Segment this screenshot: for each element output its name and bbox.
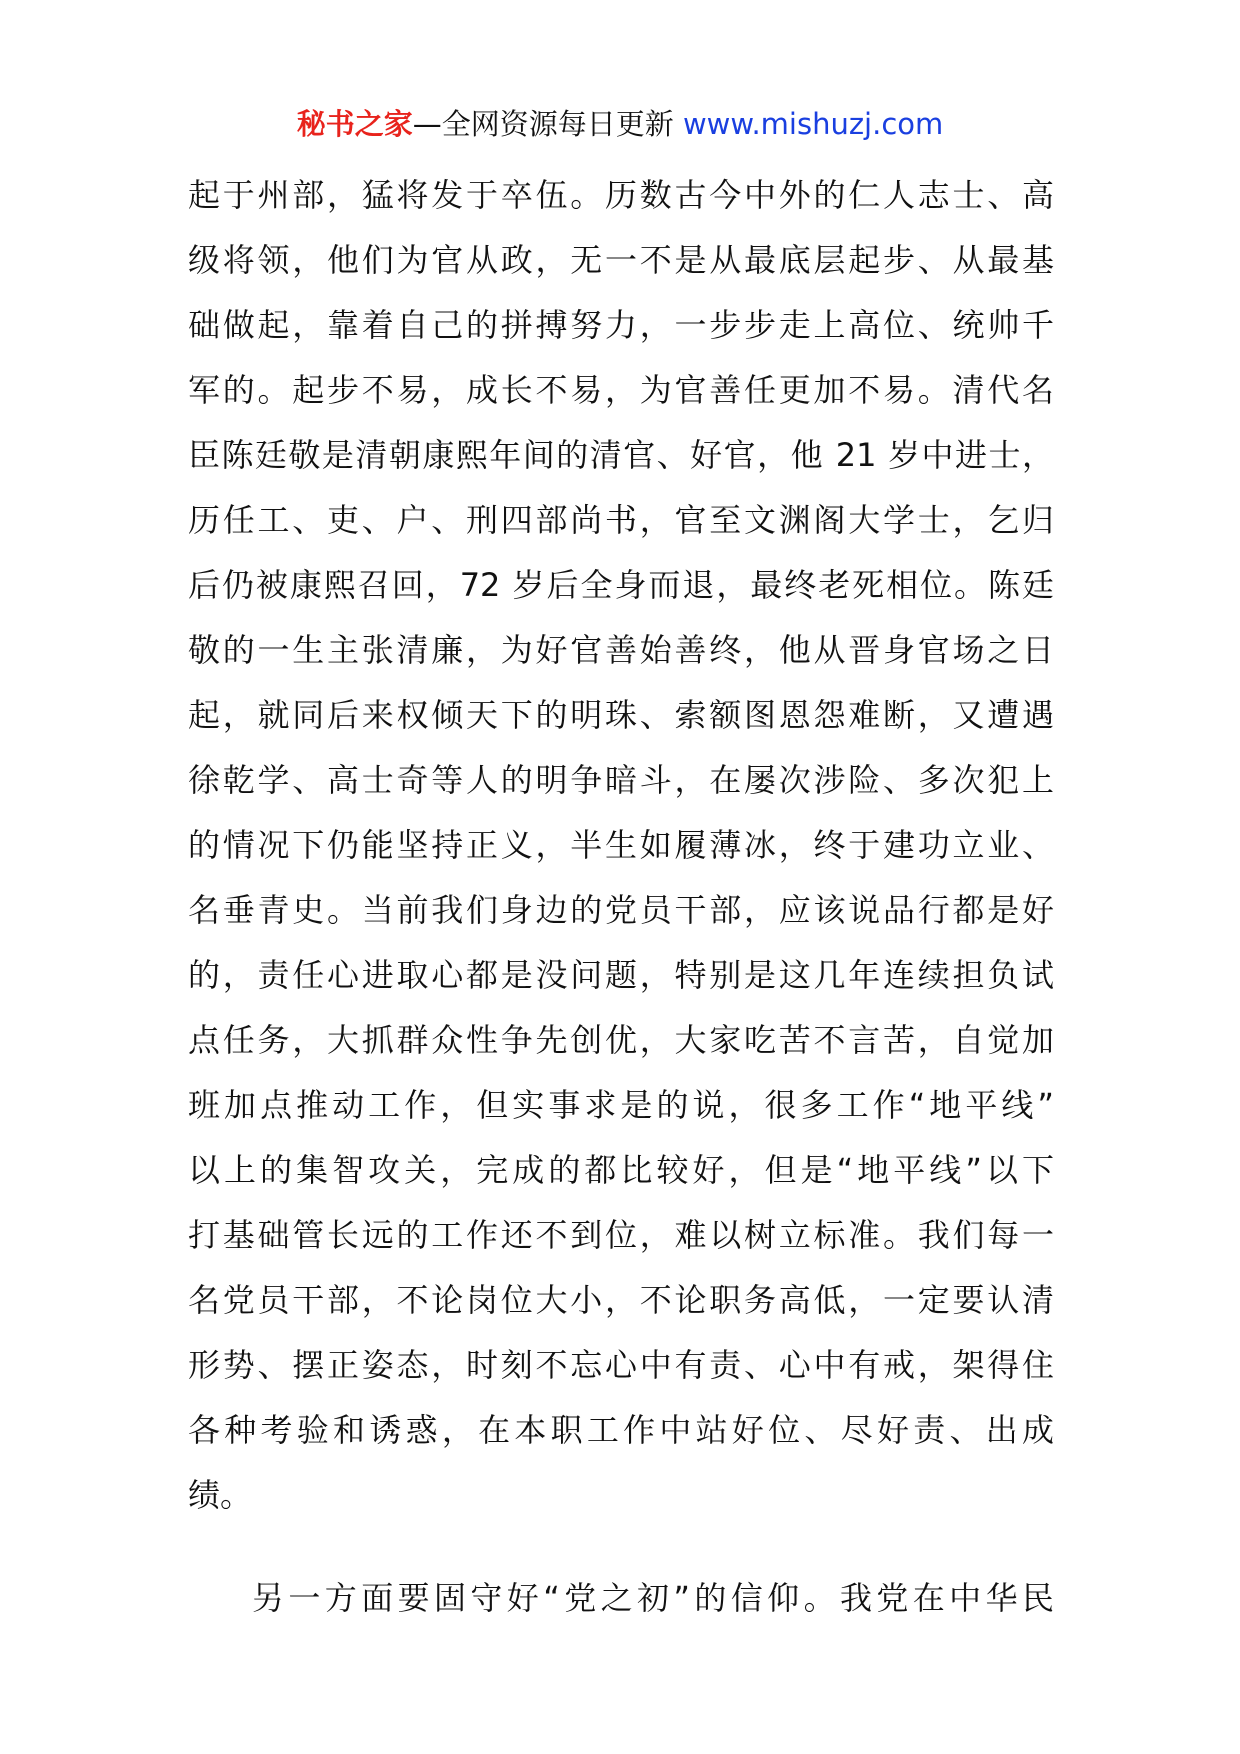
text-line: 历任工、吏、户、刑四部尚书，官至文渊阁大学士，乞归 (188, 501, 1054, 539)
text-line: 起于州部，猛将发于卒伍。历数古今中外的仁人志士、高 (188, 176, 1054, 214)
text-line: 后仍被康熙召回，72 岁后全身而退，最终老死相位。陈廷 (188, 566, 1054, 604)
document-body (188, 163, 1054, 1631)
header-slogan: —全网资源每日更新 (412, 107, 674, 141)
text-line-last: 绩。 (188, 1476, 253, 1514)
header-brand: 秘书之家 (296, 107, 413, 141)
text-line: 徐乾学、高士奇等人的明争暗斗，在屡次涉险、多次犯上 (188, 761, 1054, 799)
text-line: 级将领，他们为官从政，无一不是从最底层起步、从最基 (188, 241, 1054, 279)
text-line: 以上的集智攻关，完成的都比较好，但是“地平线”以下 (188, 1151, 1054, 1189)
text-line: 的情况下仍能坚持正义，半生如履薄冰，终于建功立业、 (188, 826, 1054, 864)
text-line: 的，责任心进取心都是没问题，特别是这几年连续担负试 (188, 956, 1054, 994)
text-line: 臣陈廷敬是清朝康熙年间的清官、好官，他 21 岁中进士， (188, 436, 1054, 474)
text-line: 名党员干部，不论岗位大小，不论职务高低，一定要认清 (188, 1281, 1054, 1319)
text-line: 点任务，大抓群众性争先创优，大家吃苦不言苦，自觉加 (188, 1021, 1054, 1059)
header-website-link[interactable]: www.mishuzj.com (682, 107, 944, 141)
page-header (0, 100, 1240, 148)
text-line: 名垂青史。当前我们身边的党员干部，应该说品行都是好 (188, 891, 1054, 929)
text-line: 军的。起步不易，成长不易，为官善任更加不易。清代名 (188, 371, 1054, 409)
text-line: 班加点推动工作，但实事求是的说，很多工作“地平线” (188, 1086, 1054, 1124)
text-line: 础做起，靠着自己的拼搏努力，一步步走上高位、统帅千 (188, 306, 1054, 344)
text-line: 敬的一生主张清廉，为好官善始善终，他从晋身官场之日 (188, 631, 1054, 669)
text-line: 形势、摆正姿态，时刻不忘心中有责、心中有戒，架得住 (188, 1346, 1054, 1384)
text-line: 打基础管长远的工作还不到位，难以树立标准。我们每一 (188, 1216, 1054, 1254)
text-line: 起，就同后来权倾天下的明珠、索额图恩怨难断，又遭遇 (188, 696, 1054, 734)
text-line: 各种考验和诱惑，在本职工作中站好位、尽好责、出成 (188, 1411, 1054, 1449)
paragraph-gap (188, 1528, 1054, 1566)
text-line-indented: 另一方面要固守好“党之初”的信仰。我党在中华民 (252, 1579, 1054, 1617)
